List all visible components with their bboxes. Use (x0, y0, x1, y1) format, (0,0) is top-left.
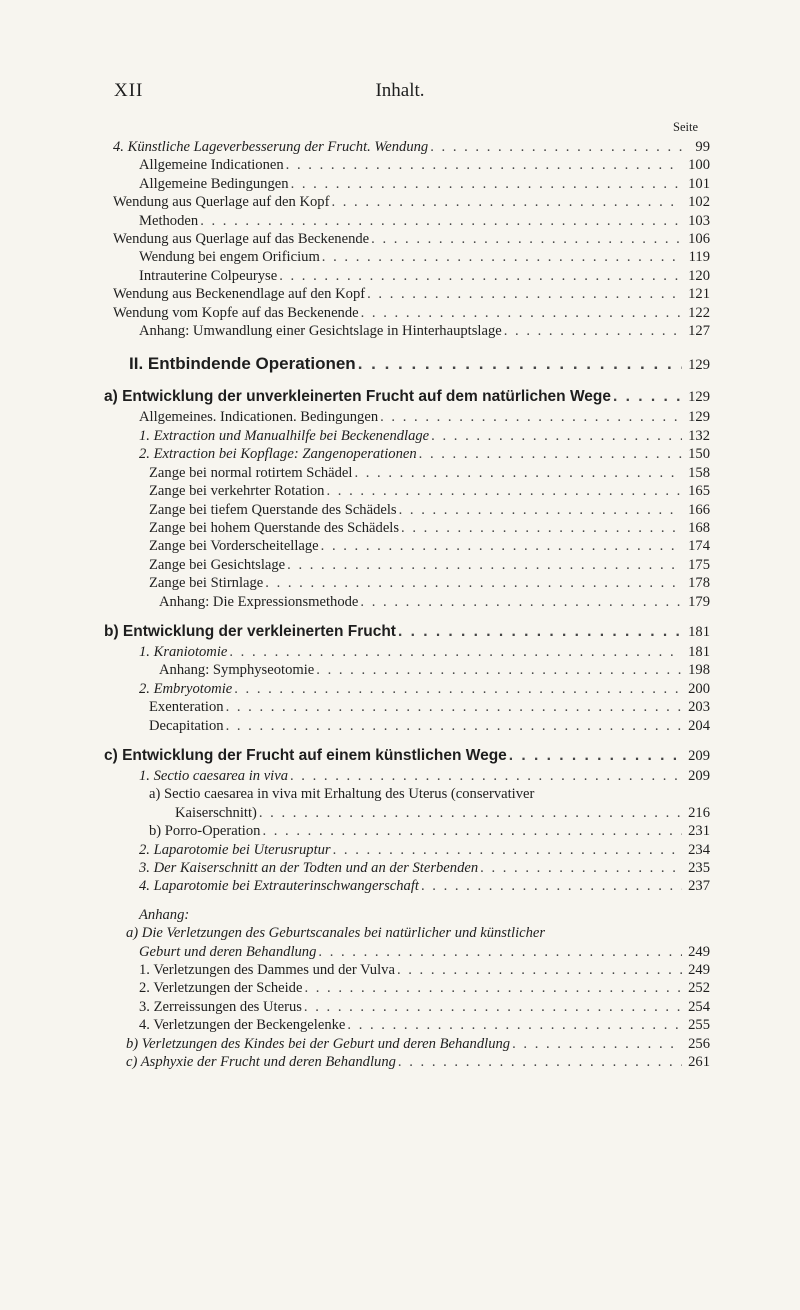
toc-page-number: 99 (695, 139, 710, 155)
leader-dots (287, 556, 682, 574)
toc-page-number: 129 (688, 357, 710, 374)
leader-dots (347, 1016, 682, 1034)
leader-dots (318, 943, 682, 961)
toc-page-number: 252 (688, 980, 710, 997)
toc-entry (113, 267, 710, 285)
toc-entry-label: Kaiserschnitt) (175, 804, 257, 821)
leader-dots (399, 501, 682, 519)
toc-page-number: 234 (688, 841, 710, 858)
toc-entry (113, 961, 710, 979)
toc-entry (113, 1016, 710, 1034)
toc-entry-continued: a) Die Verletzungen des Geburtscanales bei natürlicher und künstlicher (126, 925, 546, 942)
toc-entry-label: 3. Zerreissungen des Uterus (139, 998, 302, 1015)
toc-page-number: 129 (688, 389, 710, 406)
toc-page-number: 261 (688, 1054, 710, 1071)
leader-dots (430, 138, 682, 156)
leader-dots (226, 717, 682, 735)
toc-entry-label: Zange bei Vorderscheitellage (149, 538, 319, 555)
leader-dots (398, 1053, 682, 1071)
toc-page-number: 166 (688, 501, 710, 518)
leader-dots (259, 804, 682, 822)
toc-entry-label: Wendung bei engem Orificium (139, 249, 320, 266)
toc-entry-label: 2. Extraction bei Kopflage: Zangenoperationen (139, 446, 417, 463)
toc-page-number: 100 (688, 157, 710, 174)
leader-dots (262, 822, 682, 840)
toc-entry (113, 680, 710, 698)
toc-page-number: 198 (688, 662, 710, 679)
toc-entry-label: Zange bei Stirnlage (149, 575, 264, 592)
leader-dots (419, 445, 682, 463)
toc-entry-label: c) Asphyxie der Frucht und deren Behandlung (126, 1054, 396, 1071)
leader-dots (200, 212, 682, 230)
leader-dots (286, 156, 682, 174)
toc-entry (113, 841, 710, 859)
toc-entry (113, 1035, 710, 1053)
toc-entry (113, 304, 710, 322)
toc-page-number: 209 (688, 747, 710, 764)
toc-entry (113, 859, 710, 877)
toc-entry-label: Zange bei verkehrter Rotation (149, 483, 325, 500)
toc-entry (113, 943, 710, 961)
toc-entry (113, 248, 710, 266)
toc-entry-label: Allgemeine Indicationen (139, 157, 284, 174)
leader-dots (291, 175, 682, 193)
leader-dots (504, 322, 682, 340)
leader-dots (380, 408, 682, 426)
toc-entry (113, 230, 710, 248)
toc-page-number: 200 (688, 680, 710, 697)
toc-entry-label: Methoden (139, 212, 199, 229)
toc-page-number: 127 (688, 323, 710, 340)
toc-entry (113, 285, 710, 303)
toc-page-number: 102 (688, 194, 710, 211)
toc-page-number: 209 (688, 767, 710, 784)
toc-entry (113, 482, 710, 500)
toc-entry (113, 804, 710, 822)
leader-dots (326, 482, 682, 500)
toc-entry-label: Wendung aus Beckenendlage auf den Kopf (113, 286, 366, 303)
toc-page-number: 158 (688, 464, 710, 481)
toc-page-number: 249 (688, 943, 710, 960)
toc-entry (113, 717, 710, 735)
leader-dots (360, 593, 682, 611)
toc-entry-label: Zange bei tiefem Querstande des Schädels (149, 501, 397, 518)
toc-page-number: 165 (688, 483, 710, 500)
leader-dots (480, 859, 682, 877)
toc-page-number: 178 (688, 575, 710, 592)
toc-entry-label: 2. Verletzungen der Scheide (139, 980, 303, 997)
toc-entry-label: Wendung aus Querlage auf den Kopf (113, 194, 330, 211)
leader-dots (234, 680, 682, 698)
toc-entry-label: c) Entwicklung der Frucht auf einem künstlichen Wege (104, 746, 507, 764)
toc-entry-label: Intrauterine Colpeuryse (139, 267, 278, 284)
toc-page-number: 203 (688, 699, 710, 716)
toc-entry (113, 556, 710, 574)
toc-entry (113, 643, 710, 661)
toc-entry-label: Allgemeine Bedingungen (139, 175, 289, 192)
leader-dots (397, 961, 682, 979)
toc-page-number: 181 (688, 623, 710, 640)
toc-page-number: 106 (688, 231, 710, 248)
toc-entry (113, 574, 710, 592)
toc-entry-label: Wendung aus Querlage auf das Beckenende (113, 231, 370, 248)
toc-page-number: 120 (688, 267, 710, 284)
leader-dots (431, 427, 682, 445)
toc-section-heading (104, 386, 710, 408)
toc-entry (113, 427, 710, 445)
leader-dots (304, 998, 682, 1016)
toc-entry-label: b) Verletzungen des Kindes bei der Geburt und deren Behandlung (126, 1035, 511, 1052)
toc-entry (113, 501, 710, 519)
toc-entry-label: Anhang: Symphyseotomie (159, 662, 315, 679)
toc-page-number: 175 (688, 556, 710, 573)
toc-page-number: 181 (688, 643, 710, 660)
toc-page-number: 249 (688, 962, 710, 979)
toc-page-number: 204 (688, 717, 710, 734)
toc-entry (113, 822, 710, 840)
toc-entry-label: 4. Künstliche Lageverbesserung der Frucht. Wendung (113, 139, 429, 155)
toc-entry (113, 519, 710, 537)
toc-entry (113, 1053, 710, 1071)
toc-entry-label: 1. Sectio caesarea in viva (139, 767, 288, 784)
toc-entry (113, 193, 710, 211)
leader-dots (512, 1035, 682, 1053)
toc-entry-label: Zange bei hohem Querstande des Schädels (149, 519, 400, 536)
leader-dots (613, 386, 682, 407)
page-column-label: Seite (673, 120, 698, 134)
toc-entry (113, 698, 710, 716)
toc-entry (113, 979, 710, 997)
toc-entry-label: b) Porro-Operation (149, 823, 261, 840)
toc-page-number: 103 (688, 212, 710, 229)
toc-entry-label: 2. Laparotomie bei Uterusruptur (139, 841, 331, 858)
toc-page-number: 237 (688, 878, 710, 895)
toc-entry-label: Anhang: Umwandlung einer Gesichtslage in Hinterhauptslage (139, 323, 502, 340)
leader-dots (316, 661, 682, 679)
toc-entry (113, 877, 710, 895)
leader-dots (290, 767, 682, 785)
page-title: Inhalt. (375, 80, 425, 101)
toc-entry-label: b) Entwicklung der verkleinerten Frucht (104, 622, 396, 640)
toc-entry (113, 175, 710, 193)
toc-page-number: 150 (688, 446, 710, 463)
toc-section-heading (104, 745, 710, 767)
toc-entry (113, 464, 710, 482)
toc-entry (113, 322, 710, 340)
toc-entry (113, 593, 710, 611)
toc-entry (113, 998, 710, 1016)
toc-entry-label: 4. Verletzungen der Beckengelenke (139, 1017, 346, 1034)
toc-entry (113, 767, 710, 785)
toc-page-number: 255 (688, 1017, 710, 1034)
toc-entry (113, 156, 710, 174)
toc-page-number: 256 (688, 1035, 710, 1052)
toc-entry (113, 661, 710, 679)
toc-entry-label: 1. Verletzungen des Dammes und der Vulva (139, 962, 395, 979)
toc-entry-label: Allgemeines. Indicationen. Bedingungen (139, 409, 379, 426)
toc-page-number: 235 (688, 860, 710, 876)
toc-page-number: 129 (688, 409, 710, 426)
leader-dots (367, 285, 682, 303)
toc-section-heading (104, 621, 710, 643)
toc-page-number: 216 (688, 804, 710, 821)
toc-entry-label: Zange bei Gesichtslage (149, 556, 286, 573)
table-of-contents (104, 138, 710, 1071)
toc-page-number: 179 (688, 593, 710, 610)
leader-dots (322, 248, 682, 266)
toc-entry-label: a) Entwicklung der unverkleinerten Frucht auf dem natürlichen Wege (104, 388, 612, 406)
toc-page-number: 101 (688, 175, 710, 192)
toc-entry-continued: a) Sectio caesarea in viva mit Erhaltung des Uterus (conservativer (149, 786, 535, 803)
toc-entry (113, 138, 710, 156)
toc-page-number: 231 (688, 823, 710, 840)
toc-part-heading (113, 353, 710, 376)
toc-entry-label: 1. Kraniotomie (139, 643, 228, 660)
toc-page-number: 174 (688, 538, 710, 555)
leader-dots (398, 621, 682, 642)
toc-entry-label: Wendung vom Kopfe auf das Beckenende (113, 304, 359, 321)
leader-dots (361, 304, 682, 322)
leader-dots (331, 193, 682, 211)
leader-dots (265, 574, 682, 592)
toc-page-number: 122 (688, 304, 710, 321)
leader-dots (354, 464, 682, 482)
toc-entry (113, 445, 710, 463)
toc-page-number: 119 (688, 249, 710, 266)
toc-entry-label: II. Entbindende Operationen (129, 354, 356, 374)
toc-entry-label: 4. Laparotomie bei Extrauterinschwangerschaft (139, 878, 419, 895)
leader-dots (279, 267, 682, 285)
leader-dots (421, 877, 682, 895)
toc-entry-label: Geburt und deren Behandlung (139, 943, 317, 960)
toc-entry-label: 2. Embryotomie (139, 680, 233, 697)
appendix-label: Anhang: (139, 906, 190, 923)
page-number: XII (114, 80, 144, 101)
leader-dots (358, 353, 682, 375)
toc-entry-label: Zange bei normal rotirtem Schädel (149, 464, 353, 481)
toc-entry (113, 537, 710, 555)
leader-dots (371, 230, 682, 248)
toc-page-number: 254 (688, 998, 710, 1015)
toc-entry-label: 3. Der Kaiserschnitt an der Todten und an der Sterbenden (139, 860, 479, 876)
toc-page-number: 168 (688, 519, 710, 536)
leader-dots (226, 698, 682, 716)
toc-page-number: 132 (688, 427, 710, 444)
toc-entry-label: Decapitation (149, 717, 224, 734)
toc-entry-label: Anhang: Die Expressionsmethode (159, 593, 359, 610)
leader-dots (229, 643, 682, 661)
toc-entry-label: 1. Extraction und Manualhilfe bei Beckenendlage (139, 427, 430, 444)
toc-entry (113, 408, 710, 426)
toc-entry-label: Exenteration (149, 699, 224, 716)
leader-dots (509, 745, 682, 766)
leader-dots (321, 537, 682, 555)
leader-dots (304, 979, 682, 997)
toc-entry (113, 212, 710, 230)
leader-dots (401, 519, 682, 537)
page-header (114, 80, 686, 108)
toc-page-number: 121 (688, 286, 710, 303)
leader-dots (333, 841, 682, 859)
